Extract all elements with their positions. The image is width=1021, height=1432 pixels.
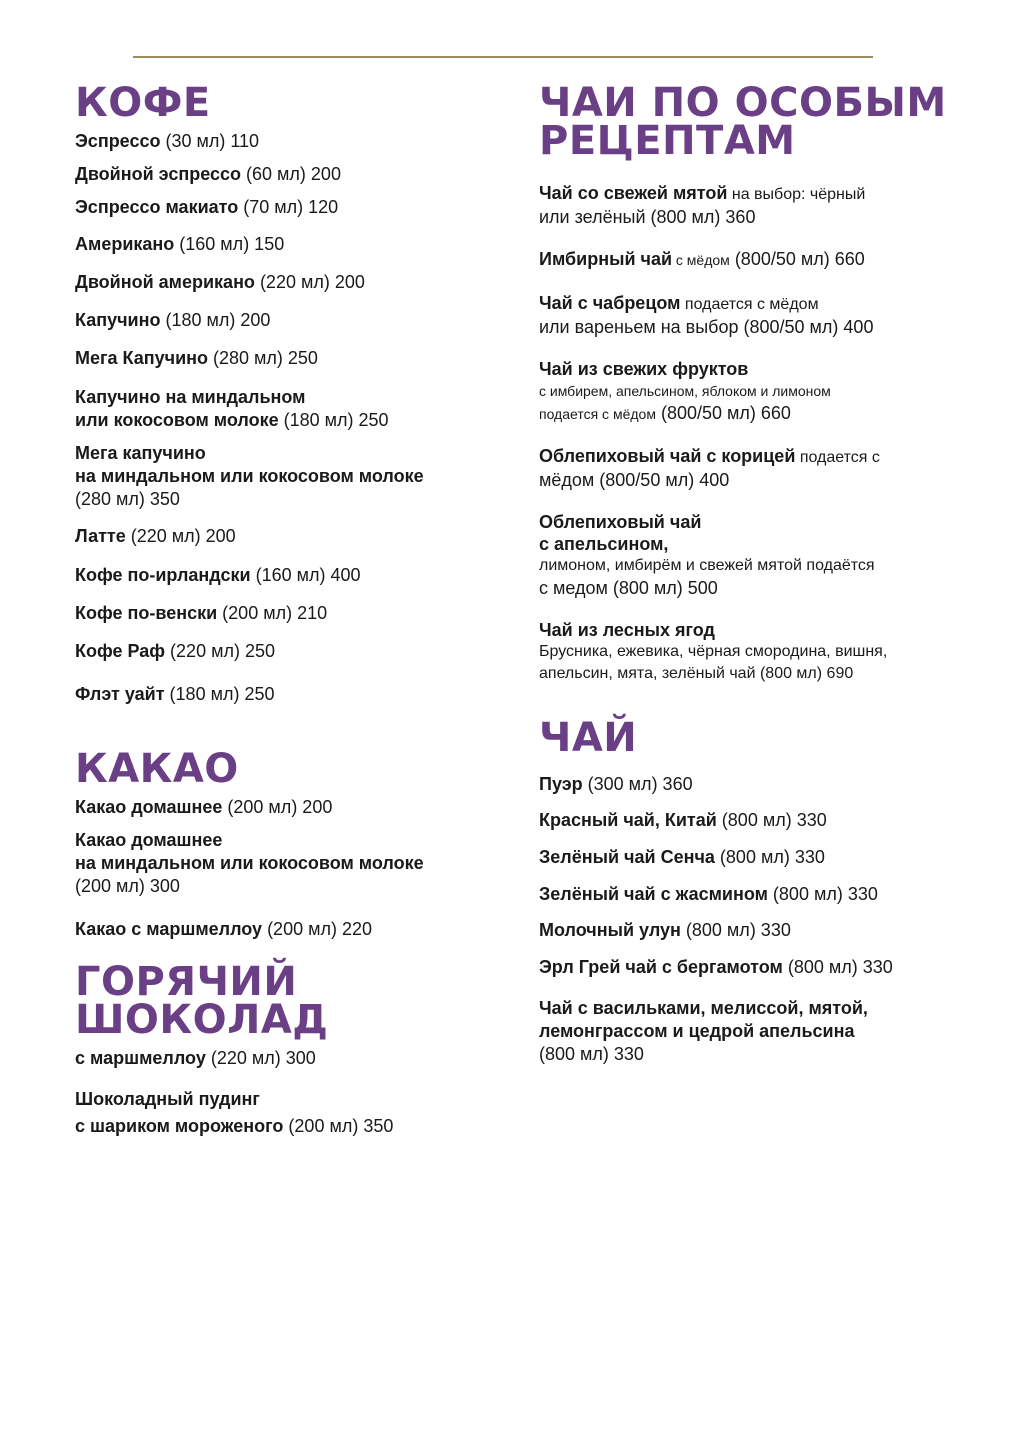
- menu-item: Какао домашнее на миндальном или кокосовом молоке (200 мл) 300: [75, 830, 424, 896]
- menu-item: Двойной американо (220 мл) 200: [75, 272, 365, 292]
- tea-title: ЧАЙ: [539, 715, 638, 761]
- menu-item: Эспрессо макиато (70 мл) 120: [75, 197, 339, 217]
- menu-item: Какао домашнее (200 мл) 200: [75, 797, 333, 817]
- menu-item: Облепиховый чай с апельсином, лимоном, имбирём и свежей мятой подаётся с медом (800 мл) 500: [539, 512, 875, 598]
- menu-item: Латте (220 мл) 200: [75, 526, 236, 546]
- top-divider: [133, 56, 873, 58]
- menu-item: Двойной эспрессо (60 мл) 200: [75, 164, 341, 184]
- menu-item: Красный чай, Китай (800 мл) 330: [539, 810, 827, 830]
- menu-item: с маршмеллоу (220 мл) 300: [75, 1048, 316, 1068]
- menu-item: Мега капучино на миндальном или кокосовом молоке (280 мл) 350: [75, 443, 424, 509]
- menu-item: Имбирный чай с мёдом (800/50 мл) 660: [539, 249, 865, 269]
- menu-item: Капучино (180 мл) 200: [75, 310, 271, 330]
- menu-item: Чай из лесных ягод Брусника, ежевика, чёрная смородина, вишня, апельсин, мята, зелёный чай (800 мл) 690: [539, 620, 888, 682]
- menu-item: Пуэр (300 мл) 360: [539, 774, 693, 794]
- menu-item: Кофе по-венски (200 мл) 210: [75, 603, 328, 623]
- menu-item: Флэт уайт (180 мл) 250: [75, 684, 275, 704]
- menu-item: Кофе по-ирландски (160 мл) 400: [75, 565, 361, 585]
- menu-item: Молочный улун (800 мл) 330: [539, 920, 791, 940]
- cocoa-title: КАКАО: [75, 746, 239, 792]
- coffee-title: КОФЕ: [75, 80, 211, 126]
- special-tea-title: ЧАИ ПО ОСОБЫМ РЕЦЕПТАМ: [539, 80, 947, 164]
- menu-item: Чай с васильками, мелиссой, мятой, лемонграссом и цедрой апельсина (800 мл) 330: [539, 998, 868, 1064]
- menu-item: Эрл Грей чай с бергамотом (800 мл) 330: [539, 957, 893, 977]
- menu-item: Кофе Раф (220 мл) 250: [75, 641, 275, 661]
- menu-item: Чай из свежих фруктов с имбирем, апельсином, яблоком и лимоном подается с мёдом (800/50 мл) 660: [539, 359, 831, 423]
- left-column: [75, 80, 515, 1150]
- menu-item: Эспрессо (30 мл) 110: [75, 131, 260, 151]
- right-column: [539, 80, 979, 1076]
- menu-item: Какао с маршмеллоу (200 мл) 220: [75, 919, 372, 939]
- menu-item: Капучино на миндальном или кокосовом молоке (180 мл) 250: [75, 387, 389, 430]
- menu-item: Зелёный чай с жасмином (800 мл) 330: [539, 884, 878, 904]
- menu-item: Чай с чабрецом подается с мёдом или вареньем на выбор (800/50 мл) 400: [539, 293, 874, 337]
- menu-item: Шоколадный пудинг с шариком мороженого (200 мл) 350: [75, 1089, 394, 1136]
- menu-item: Зелёный чай Сенча (800 мл) 330: [539, 847, 825, 867]
- menu-item: Чай со свежей мятой на выбор: чёрный или зелёный (800 мл) 360: [539, 183, 866, 227]
- menu-item: Облепиховый чай с корицей подается с мёдом (800/50 мл) 400: [539, 446, 880, 490]
- hot-chocolate-title: ГОРЯЧИЙ ШОКОЛАД: [75, 959, 329, 1043]
- menu-item: Американо (160 мл) 150: [75, 234, 285, 254]
- menu-item: Мега Капучино (280 мл) 250: [75, 348, 318, 368]
